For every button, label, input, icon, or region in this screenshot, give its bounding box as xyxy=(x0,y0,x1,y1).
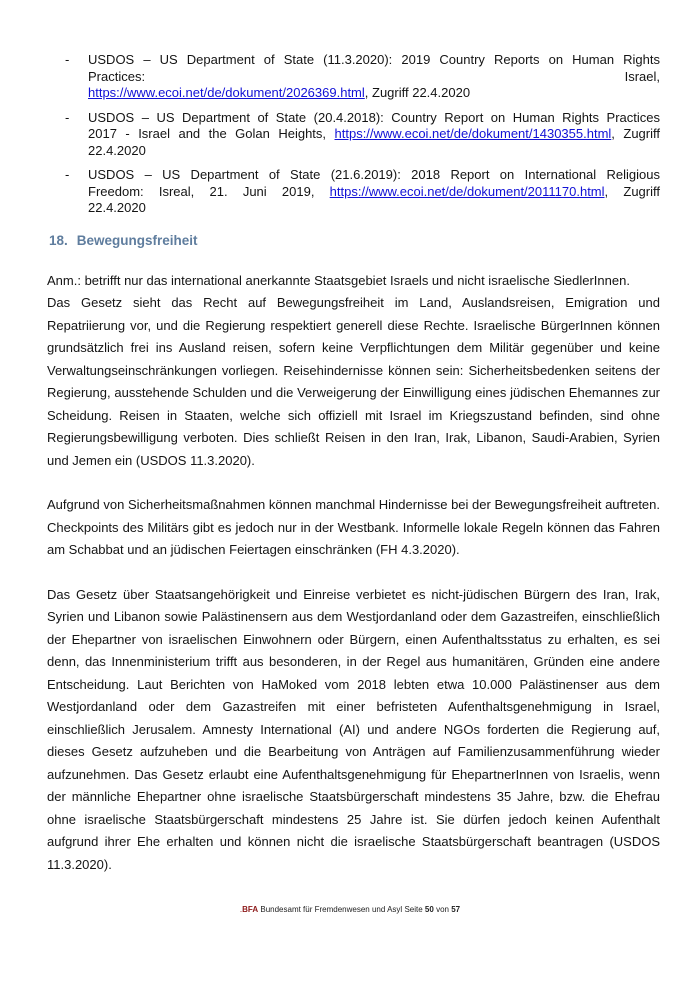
footer-page-current: 50 xyxy=(424,905,434,914)
footer-logo-dot: . xyxy=(239,905,243,914)
footer-seite-label: Seite xyxy=(404,905,423,914)
section-title: Bewegungsfreiheit xyxy=(76,232,198,248)
source-text: , Zugriff 22.4.2020 xyxy=(364,85,471,100)
bfa-logo: BFA xyxy=(242,905,259,914)
sources-list xyxy=(47,52,660,217)
source-text: 22.4.2020 xyxy=(88,200,146,215)
paragraph-sicherheitsmassnahmen: Aufgrund von Sicherheitsmaßnahmen können manchmal Hindernisse bei der Bewegungsfreiheit auftreten. Checkpoints des Militärs gibt es jedoch nur in der Westbank. Informelle lokale Regeln können das Fahren am Schabbat und an jüdischen Feiertagen einschränken (FH 4.3.2020). xyxy=(47,497,660,557)
source-item xyxy=(47,110,660,160)
source-line xyxy=(88,184,660,201)
source-line xyxy=(88,126,660,143)
source-link[interactable]: https://www.ecoi.net/de/dokument/1430355.html xyxy=(334,126,612,141)
source-text: USDOS – US Department of State (20.4.2018): Country Report on Human Rights Practices xyxy=(88,109,660,125)
source-link[interactable]: https://www.ecoi.net/de/dokument/2011170.html xyxy=(329,183,605,199)
source-text: 22.4.2020 xyxy=(88,142,146,158)
footer-von-label: von xyxy=(436,905,449,914)
bullet-dash: - xyxy=(65,52,70,67)
source-text: Practices: Israel, xyxy=(88,68,660,84)
source-text: Freedom: Isreal, 21. Juni 2019, xyxy=(88,183,330,199)
source-line xyxy=(88,143,660,160)
source-line xyxy=(88,200,660,217)
section-number: 18. xyxy=(49,232,68,248)
source-line xyxy=(88,167,660,184)
footer-page-total: 57 xyxy=(451,905,461,914)
source-line xyxy=(88,69,660,86)
section-heading xyxy=(49,233,660,248)
source-text: 2017 - Israel and the Golan Heights, xyxy=(88,126,335,141)
bullet-dash: - xyxy=(65,109,70,125)
source-item xyxy=(47,52,660,102)
paragraph-staatsangehoerigkeit: Das Gesetz über Staatsangehörigkeit und Einreise verbietet es nicht-jüdischen Bürgern des Iran, Irak, Syrien und Libanon sowie Palästinensern aus dem Westjordanland oder dem Gazastreifen, einschließlich der Ehepartner von israelischen Einwohnern oder Bürgern, einen Aufenthaltsstatus zu erhalten, es sei denn, das Innenministerium trifft aus besonderen, in der Regel aus humanitären, Gründen eine andere Entscheidung. Laut Berichten von HaMoked vom 2018 lebten etwa 10.000 Palästinenser aus dem Westjordanland oder dem Gazastreifen mit einer befristeten Aufenthaltsgenehmigung in Israel, einschließlich Jerusalem. Amnesty International (AI) und andere NGOs forderten die Regierung auf, dieses Gesetz aufzuheben und die Bearbeitung von Anträgen auf Familienzusammenführung wieder aufzunehmen. Das Gesetz erlaubt eine Aufenthaltsgenehmigung für EhepartnerInnen von Israelis, wenn der männliche Ehepartner ohne israelische Staatsbürgerschaft mindestens 35 Jahre, bzw. die Ehefrau ohne israelische Staatsbürgerschaft mindestens 25 Jahre ist. Sie dürfen jedoch keinen Aufenthalt aufgrund ihrer Ehe erhalten und können nicht die israelische Staatsbürgerschaft beantragen (USDOS 11.3.2020). xyxy=(47,586,660,872)
footer-department: Bundesamt für Fremdenwesen und Asyl xyxy=(260,905,403,914)
paragraph-note: Anm.: betrifft nur das international anerkannte Staatsgebiet Israels und nicht israelische SiedlerInnen. xyxy=(47,272,630,288)
page-footer xyxy=(0,905,700,914)
source-text: , Zugriff xyxy=(604,183,660,199)
source-line xyxy=(88,85,660,102)
source-text: USDOS – US Department of State (11.3.2020): 2019 Country Reports on Human Rights xyxy=(88,52,660,67)
source-text: USDOS – US Department of State (21.6.2019): 2018 Report on International Religious xyxy=(88,167,660,182)
bullet-dash: - xyxy=(65,167,70,182)
paragraph-bewegungsfreiheit-gesetz: Das Gesetz sieht das Recht auf Bewegungsfreiheit im Land, Auslandsreisen, Emigration und Repatriierung vor, und die Regierung respektiert generell diese Rechte. Israelische BürgerInnen können grundsätzlich frei ins Ausland reisen, sofern keine Verpflichtungen dem Militär gegenüber und keine Verwaltungseinschränkungen vorliegen. Reisehindernisse können sein: Sicherheitsbedenken seitens der Regierung, ausstehende Schulden und die Verweigerung der Einwilligung eines jüdischen Ehemannes zur Scheidung. Reisen in Staaten, welche sich offiziell mit Israel im Kriegszustand befinden, sind ohne Regierungsbewilligung verboten. Dies schließt Reisen in den Iran, Irak, Libanon, Saudi-Arabien, Syrien und Jemen ein (USDOS 11.3.2020). xyxy=(47,295,660,468)
source-link[interactable]: https://www.ecoi.net/de/dokument/2026369.html xyxy=(88,85,365,100)
source-item xyxy=(47,167,660,217)
source-line xyxy=(88,110,660,127)
source-text: , Zugriff xyxy=(611,126,660,141)
source-line xyxy=(88,52,660,69)
